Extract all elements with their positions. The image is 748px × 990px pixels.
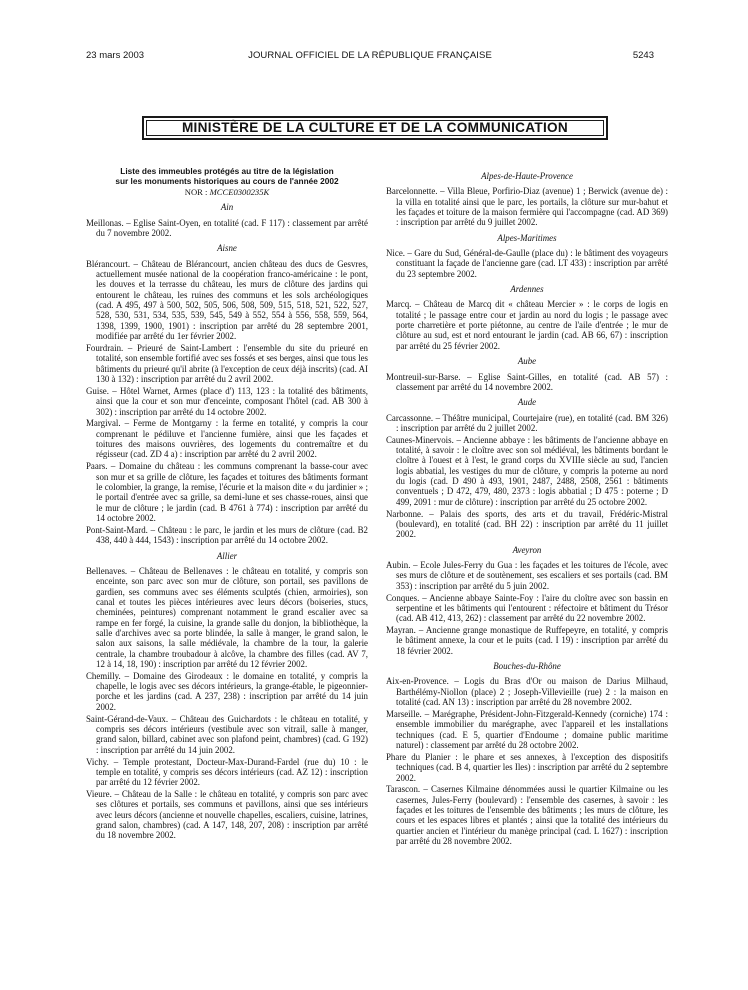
department-heading: Aube xyxy=(517,356,537,367)
monument-entry: Paars. – Domaine du château : les communs comprenant la basse-cour avec son mur et sa grille de clôture, les façades et toitures des bâtiments formant le colombier, la grange, la remise, l'écurie et la maison dite « du jardinier » ; le portail d'entrée avec sa grille, sa demi-lune et ses chasse-roues, ainsi que le mur de clôture ; le jardin (cad. B 4761 à 774) : inscription par arrêté du 14 octobre 2002. xyxy=(86,461,368,523)
monument-entry: Pont-Saint-Mard. – Château : le parc, le jardin et les murs de clôture (cad. B2 438, 440 à 444, 1543) : inscription par arrêté du 14 octobre 2002. xyxy=(86,524,368,546)
monument-entry: Aix-en-Provence. – Logis du Bras d'Or ou maison de Darius Milhaud, Barthélémy-Niollon (place) 2 ; Joseph-Villevieille (rue) 2 : la maison en totalité (cad. AN 13) : inscription par arrêté du 28 novembre 2002. xyxy=(386,676,668,708)
monument-entry: Mayran. – Ancienne grange monastique de Ruffepeyre, en totalité, y compris le bâtiment annexe, la cour et le puits (cad. I 19) : inscription par arrêté du 18 février 2002. xyxy=(386,625,668,656)
monument-entry: Montreuil-sur-Barse. – Eglise Saint-Gilles, en totalité (cad. AB 57) : classement par arrêté du 14 novembre 2002. xyxy=(386,371,668,392)
monument-entry: Bellenaves. – Château de Bellenaves : le château en totalité, y compris son enceinte, son parc avec son mur de clôture, son portail, ses pavillons de gardien, ses communs avec ses éléments sculptés (chien, armoiries), son canal et toutes les pièces intérieures avec leurs décors (boiseries, stucs, cheminées, peintures) comprenant notamment le grand escalier avec sa rampe en fer forgé, la cuisine, la grande salle du donjon, la bibliothèque, la salle d'archives avec sa porte blindée, la salle à manger, le grand salon, le salon aux saisons, la salle médiévale, la chambre de la tour, la galerie centrale, la chambre troubadour à alcôve, la chambre des filles (cad. AV 7, 12 à 14, 18, 190) : inscription par arrêté du 12 février 2002. xyxy=(86,565,368,669)
department-heading: Ardennes xyxy=(510,284,544,295)
department-heading: Ain xyxy=(220,202,234,213)
monument-entry: Tarascon. – Casernes Kilmaine dénommées aussi le quartier Kilmaine ou les casernes, Jules-Ferry (boulevard) : l'ensemble des casernes, à savoir : les façades et les toitures de l'ensemble des bâtiments ; les murs de clôture, les cours et les espaces libres et plantés ; ainsi que la totalité des intérieurs du quartier ancien et l'intérieur du manège principal (cad. L 1627) : inscription par arrêté du 28 novembre 2002. xyxy=(386,784,668,847)
department-heading: Alpes-Maritimes xyxy=(497,232,557,243)
header-page-number: 5243 xyxy=(632,50,654,61)
monument-entry: Meillonas. – Eglise Saint-Oyen, en totalité (cad. F 117) : classement par arrêté du 7 novembre 2002. xyxy=(86,217,368,239)
monument-entry: Carcassonne. – Théâtre municipal, Courtejaire (rue), en totalité (cad. BM 326) : inscription par arrêté du 2 juillet 2002. xyxy=(386,412,668,433)
document-title-line-2: sur les monuments historiques au cours de l'année 2002 xyxy=(115,176,339,186)
department-heading: Allier xyxy=(216,550,238,561)
nor-code: MCCE0300235K xyxy=(209,187,270,197)
monument-entry: Phare du Planier : le phare et ses annexes, à l'exception des dispositifs techniques (cad. B 4, quartier les Iles) : inscription par arrêté du 2 septembre 2002. xyxy=(386,751,668,783)
department-heading: Aisne xyxy=(217,243,237,254)
header-date: 23 mars 2003 xyxy=(86,50,145,61)
monument-entry: Blérancourt. – Château de Blérancourt, ancien château des ducs de Gesvres, actuellement musée national de la coopération franco-américaine : le pont, les douves et la terrasse du château, les murs de clôture des jardins qui entourent le château, les ruines des communs et les sols archéologiques (cad. A 495, 497 à 500, 502, 505, 506, 508, 509, 515, 518, 521, 522, 527, 528, 530, 531, 534, 535, 539, 545, 549 à 552, 554 à 556, 558, 559, 564, 1398, 1399, 1900, 1901) : inscription par arrêté du 28 septembre 2001, modifiée par arrêté du 1er février 2002. xyxy=(86,258,368,342)
monument-entry: Narbonne. – Palais des sports, des arts et du travail, Frédéric-Mistral (boulevard), en totalité (cad. BH 22) : inscription par arrêté du 11 juillet 2002. xyxy=(386,508,668,540)
monument-entry: Vichy. – Temple protestant, Docteur-Max-Durand-Fardel (rue du) 10 : le temple en totalité, y compris ses décors intérieurs (cad. AZ 12) : inscription par arrêté du 12 février 2002. xyxy=(86,756,368,788)
monument-entry: Barcelonnette. – Villa Bleue, Porfirio-Diaz (avenue) 1 ; Berwick (avenue de) : la villa en totalité ainsi que le parc, les portails, la clôture sur mur-bahut et les façades et toiture de la maison fermière qui l'accompagne (cad. AD 369) : inscription par arrêté du 9 juillet 2002. xyxy=(386,186,668,228)
monument-entry: Vieure. – Château de la Salle : le château en totalité, y compris son parc avec ses clôtures et portails, ses communs et pavillons, ainsi que ses intérieurs avec leurs décors (ancienne et nouvelle chapelles, escaliers, cuisine, latrines, grand salon, chambres) (cad. A 147, 148, 207, 208) : inscription par arrêté du 18 novembre 2002. xyxy=(86,789,368,841)
document-title-line-1: Liste des immeubles protégés au titre de la législation xyxy=(120,166,334,176)
department-heading: Aveyron xyxy=(512,544,542,555)
department-heading: Bouches-du-Rhône xyxy=(493,661,561,672)
running-header xyxy=(86,50,654,64)
department-heading: Aude xyxy=(517,397,537,408)
monument-entry: Caunes-Minervois. – Ancienne abbaye : les bâtiments de l'ancienne abbaye en totalité, à savoir : le cloître avec son sol médiéval, les bâtiments bordant le cloître à l'ouest et à l'est, le grand corps du XVIIIe siècle au sud, l'ancien logis abbatial, les vestiges du mur de clôture, y compris la poterne au nord du logis (cad. D 490 à 493, 1901, 2487, 2488, 2508, 2561 : bâtiments conventuels ; D 472, 479, 480, 2373 : logis abbatial ; D 475 : poterne ; D 499, 2091 : mur de clôture) : inscription par arrêté du 25 octobre 2002. xyxy=(386,434,668,507)
monument-entry: Marcq. – Château de Marcq dit « château Mercier » : le corps de logis en totalité ; le passage entre cour et jardin au nord du logis ; le passage avec porte charretière et porte piétonne, au centre de l'aile d'entrée ; le mur de clôture au sud, est et nord entourant le jardin (cad. AB 66, 67) : inscription par arrêté du 25 février 2002. xyxy=(386,299,668,351)
ministry-banner: MINISTÈRE DE LA CULTURE ET DE LA COMMUNICATION xyxy=(142,116,608,140)
monument-entry: Fourdrain. – Prieuré de Saint-Lambert : l'ensemble du site du prieuré en totalité, son ensemble fortifié avec ses fossés et ses berges, ainsi que tous les bâtiments du prieuré qu'il abrite (à l'exception de ceux déjà inscrits) (cad. AI 130 à 132) : inscription par arrêté du 2 avril 2002. xyxy=(86,342,368,384)
monument-entry: Conques. – Ancienne abbaye Sainte-Foy : l'aire du cloître avec son bassin en serpentine et les bâtiments qui l'entourent : réfectoire et bâtiment du Trésor (cad. AB 412, 413, 262) : classement par arrêté du 22 novembre 2002. xyxy=(386,592,668,624)
monument-entry: Guise. – Hôtel Warnet, Armes (place d') 113, 123 : la totalité des bâtiments, ainsi que la cour et son mur d'enceinte, composant l'hôtel (cad. AB 300 à 302) : inscription par arrêté du 14 octobre 2002. xyxy=(86,385,368,417)
left-column xyxy=(86,166,368,842)
header-journal-title: JOURNAL OFFICIEL DE LA RÉPUBLIQUE FRANÇAISE xyxy=(248,50,492,61)
nor-label: NOR : xyxy=(184,187,210,197)
monument-entry: Aubin. – Ecole Jules-Ferry du Gua : les façades et les toitures de l'école, avec ses murs de clôture et de soutènement, ses escaliers et ses portails (cad. BM 353) : inscription par arrêté du 5 juin 2002. xyxy=(386,560,668,591)
nor-reference xyxy=(86,187,368,197)
department-heading: Alpes-de-Haute-Provence xyxy=(481,171,573,181)
monument-entry: Chemilly. – Domaine des Girodeaux : le domaine en totalité, y compris la chapelle, le logis avec ses décors intérieurs, la grange-étable, le pigeonnier-porche et les jardins (cad. A 237, 238) : inscription par arrêté du 14 juin 2002. xyxy=(86,670,368,712)
monument-entry: Saint-Gérand-de-Vaux. – Château des Guichardots : le château en totalité, y compris ses décors intérieurs (vestibule avec son vitrail, salle à manger, grand salon, billard, cabinet avec son plafond peint, chambres) (cad. G 192) : inscription par arrêté du 14 juin 2002. xyxy=(86,713,368,755)
monument-entry: Marseille. – Marégraphe, Président-John-Fitzgerald-Kennedy (corniche) 174 : ensemble immobilier du marégraphe, avec l'appareil et les installations techniques (cad. E 5, quartier d'Endoume ; domaine public maritime naturel) : classement par arrêté du 28 octobre 2002. xyxy=(386,708,668,750)
monument-entry: Margival. – Ferme de Montgarny : la ferme en totalité, y compris la cour comprenant le pédiluve et l'ancienne fumière, ainsi que les façades et toitures des maisons ouvrières, des logements du contremaître et du régisseur (cad. ZD 4 a) : inscription par arrêté du 2 avril 2002. xyxy=(86,418,368,460)
monument-entry: Nice. – Gare du Sud, Général-de-Gaulle (place du) : le bâtiment des voyageurs constituant la façade de l'ancienne gare (cad. LT 433) : inscription par arrêté du 23 septembre 2002. xyxy=(386,248,668,279)
right-column xyxy=(386,166,668,848)
